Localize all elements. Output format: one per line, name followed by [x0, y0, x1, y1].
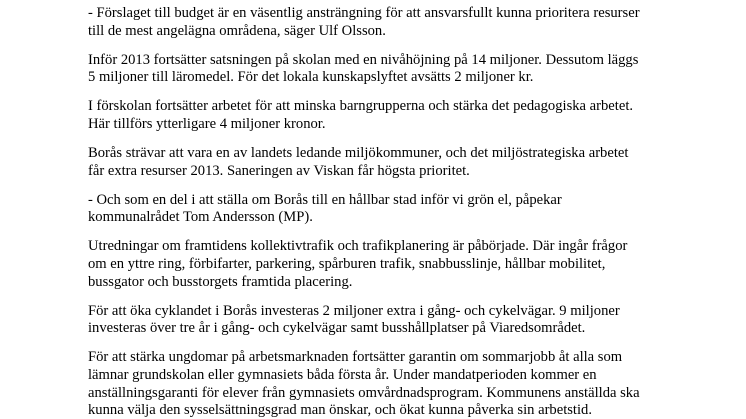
- text-line: - Förslaget till budget är en väsentlig ansträngning för att ansvarsfullt kunna prioritera resurser: [88, 5, 640, 21]
- paragraph-budget-quote: [88, 5, 728, 40]
- text-line: - Och som en del i att ställa om Borås till en hållbar stad inför vi grön el, påpekar: [88, 191, 562, 208]
- text-line: Inför 2013 fortsätter satsningen på skolan med en nivåhöjning på 14 miljoner. Dessutom läggs: [88, 51, 639, 68]
- text-line: om en yttre ring, förbifarter, parkering, spårburen trafik, snabbusslinje, hållbar mobilitet,: [88, 256, 606, 273]
- paragraph-environment: [88, 145, 728, 180]
- text-line: I förskolan fortsätter arbetet för att minska barngrupperna och stärka det pedagogiska arbetet.: [88, 98, 634, 115]
- text-line: bussgator och busstorgets framtida placering.: [88, 273, 353, 290]
- text-line: till de mest angelägna områdena, säger Ulf Olsson.: [88, 22, 386, 39]
- text-line: lämnar grundskolan eller gymnasiets båda första år. Under mandatperioden kommer en: [88, 367, 597, 383]
- paragraph-school: [88, 52, 728, 87]
- text-line: Här tillförs ytterligare 4 miljoner kronor.: [88, 115, 326, 132]
- text-line: får extra resurser 2013. Saneringen av Viskan får högsta prioritet.: [88, 162, 470, 179]
- text-line: investeras över tre år i gång- och cykelvägar samt busshållplatser på Viaredsområdet.: [88, 320, 586, 337]
- text-line: Utredningar om framtidens kollektivtrafik och trafikplanering är påbörjade. Där ingår frågor: [88, 238, 628, 255]
- document-body: [88, 5, 728, 419]
- paragraph-preschool: [88, 98, 728, 133]
- paragraph-public-transport: [88, 238, 728, 291]
- text-line: 5 miljoner till läromedel. För det lokala kunskapslyftet avsätts 2 miljoner kr.: [88, 69, 534, 86]
- text-line: kunna välja den sysselsättningsgrad man önskar, och ökat kunna påverka sin arbetstid.: [88, 402, 592, 419]
- text-line: För att öka cyklandet i Borås investeras 2 miljoner extra i gång- och cykelvägar. 9 miljoner: [88, 302, 620, 319]
- paragraph-youth-employment: [88, 349, 728, 419]
- text-line: anställningsgaranti för elever från gymnasiets omvårdnadsprogram. Kommunens anställda ska: [88, 384, 640, 401]
- text-line: kommunalrådet Tom Andersson (MP).: [88, 209, 313, 226]
- text-line: Borås strävar att vara en av landets ledande miljökommuner, och det miljöstrategiska arbetet: [88, 145, 629, 162]
- text-line: För att stärka ungdomar på arbetsmarknaden fortsätter garantin om sommarjobb åt alla som: [88, 349, 623, 366]
- paragraph-cycling: [88, 303, 728, 338]
- paragraph-green-electricity-quote: [88, 192, 728, 227]
